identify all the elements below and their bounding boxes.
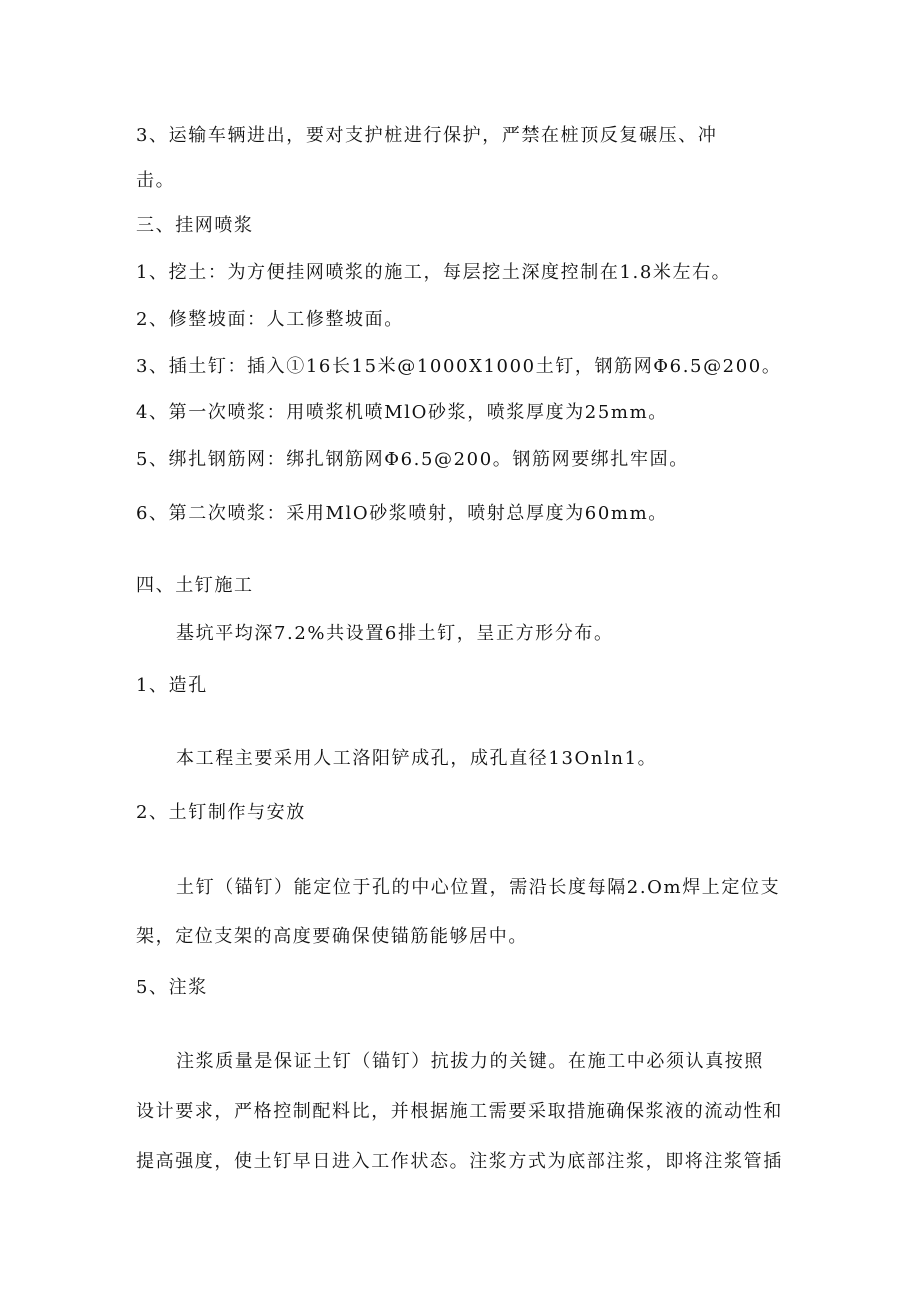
list-item: 5、绑扎钢筋网：绑扎钢筋网Φ6.5@200。钢筋网要绑扎牢固。 xyxy=(136,449,689,470)
paragraph-line: 架，定位支架的高度要确保使锚筋能够居中。 xyxy=(136,926,528,947)
paragraph-line: 设计要求，严格控制配料比，并根据施工需要采取措施确保浆液的流动性和 xyxy=(136,1101,783,1122)
subsection-heading: 1、造孔 xyxy=(136,675,208,696)
list-item: 2、修整坡面：人工修整坡面。 xyxy=(136,309,404,330)
paragraph-line: 基坑平均深7.2%共设置6排土钉，呈正方形分布。 xyxy=(176,623,614,644)
subsection-heading: 5、注浆 xyxy=(136,977,208,998)
paragraph-line: 提高强度，使土钉早日进入工作状态。注浆方式为底部注浆，即将注浆管插 xyxy=(136,1151,783,1172)
section-heading: 三、挂网喷浆 xyxy=(136,215,254,236)
list-item: 1、挖土：为方便挂网喷浆的施工，每层挖土深度控制在1.8米左右。 xyxy=(136,262,732,283)
list-item: 4、第一次喷浆：用喷浆机喷MlO砂浆，喷浆厚度为25mm。 xyxy=(136,402,668,423)
subsection-heading: 2、土钉制作与安放 xyxy=(136,802,306,823)
paragraph-line: 本工程主要采用人工洛阳铲成孔，成孔直径13Onln1。 xyxy=(176,748,658,769)
list-item: 3、插土钉：插入①16长15米@1000X1000土钉，钢筋网Φ6.5@200。 xyxy=(136,356,782,377)
paragraph-line: 击。 xyxy=(136,170,176,191)
paragraph-line: 土钉（锚钉）能定位于孔的中心位置，需沿长度每隔2.Om焊上定位支 xyxy=(176,877,781,898)
section-heading: 四、土钉施工 xyxy=(136,575,254,596)
paragraph-line: 3、运输车辆进出，要对支护桩进行保护，严禁在桩顶反复碾压、冲 xyxy=(136,125,718,146)
paragraph-line: 注浆质量是保证土钉（锚钉）抗拔力的关键。在施工中必须认真按照 xyxy=(176,1051,764,1072)
list-item: 6、第二次喷浆：采用MlO砂浆喷射，喷射总厚度为60mm。 xyxy=(136,503,668,524)
